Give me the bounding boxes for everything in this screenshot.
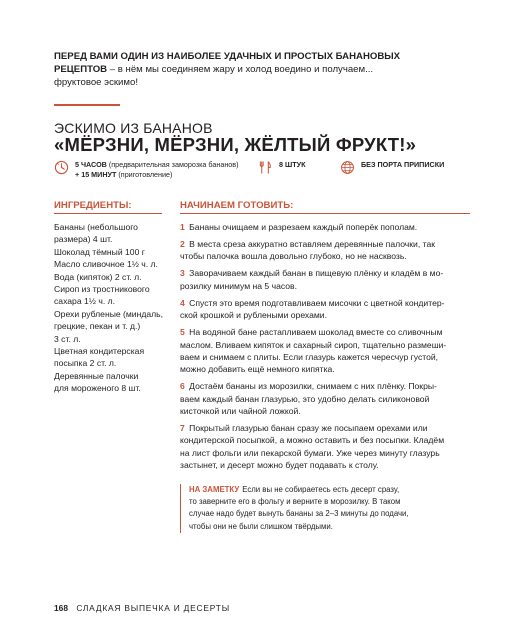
recipe-title: «МЁРЗНИ, МЁРЗНИ, ЖЁЛТЫЙ ФРУКТ!» — [54, 134, 417, 155]
intro-rest-line-2: – в нём мы соединяем жару и холод воедино и получаем... — [107, 64, 374, 76]
step-1 — [180, 221, 472, 233]
step-4 — [180, 297, 472, 322]
step-text: ской крошкой и рублеными орехами. — [180, 310, 327, 321]
steps-heading: НАЧИНАЕМ ГОТОВИТЬ: — [180, 200, 294, 211]
time-note-2: (приготовление) — [116, 170, 173, 179]
ingredients-list — [54, 221, 166, 395]
intro-divider — [54, 104, 120, 106]
step-text: Спустя это время подготавливаем мисочки с цветной кондитер- — [189, 297, 445, 308]
note-text: то заверните его в фольгу и верните в морозилку. В таком — [189, 497, 401, 507]
ingredient-line: Шоколад тёмный 100 г — [54, 246, 145, 257]
step-number: 5 — [180, 327, 185, 338]
time-main: 5 ЧАСОВ — [75, 160, 107, 169]
ingredient-line: Деревянные палочки — [54, 370, 139, 381]
recipe-kicker: ЭСКИМО ИЗ БАНАНОВ — [54, 120, 213, 136]
globe-icon — [340, 160, 355, 175]
step-number: 3 — [180, 268, 185, 279]
page-footer — [54, 603, 230, 613]
step-6 — [180, 380, 472, 417]
ingredient-line: для мороженого 8 шт. — [54, 383, 141, 394]
step-text: Покрытый глазурью банан сразу же посыпаем орехами или — [189, 422, 428, 433]
ingredient-line: Бананы (небольшого — [54, 222, 138, 232]
ingredient-line: Цветная кондитерская — [54, 346, 145, 357]
step-text: на лист фольги или пекарской бумаги. Уже через минуту глазурь — [180, 447, 440, 458]
step-text: В места среза аккуратно вставляем деревянные палочки, так — [189, 239, 436, 250]
ingredient-line: сахара 1½ ч. л. — [54, 296, 115, 307]
step-text: маслом. Вливаем кипяток и сахарный сироп, тщательно размеши- — [180, 339, 447, 350]
step-text: Достаём бананы из морозилки, снимаем с них плёнку. Покры- — [189, 381, 437, 392]
step-text: Бананы очищаем и разрезаем каждый поперёк пополам. — [189, 222, 418, 232]
ingredient-line: размера) 4 шт. — [54, 234, 113, 245]
ingredient-line: Вода (кипяток) 2 ст. л. — [54, 271, 142, 282]
step-number: 6 — [180, 381, 185, 392]
step-number: 2 — [180, 239, 185, 250]
tip-note — [180, 484, 430, 533]
step-text: ваем каждый банан глазурью, это удобно делать силиконовой — [180, 393, 430, 404]
step-7 — [180, 422, 472, 471]
step-text: застынет, и десерт можно будет подавать к столу. — [180, 459, 379, 470]
ingredient-line: грецкие, пекан и т. д.) — [54, 321, 141, 332]
time-note-1: (предварительная заморозка бананов) — [106, 160, 239, 169]
note-text: чтобы они не были слишком твёрдыми. — [189, 521, 333, 531]
intro-line-3: фруктовое эскимо! — [54, 77, 139, 89]
servings-text: 8 ШТУК — [279, 160, 306, 169]
step-number: 7 — [180, 422, 185, 433]
step-text: можно добавить ещё немного кипятка. — [180, 364, 335, 375]
meta-time — [54, 160, 239, 180]
ingredients-divider — [54, 213, 162, 214]
servings-icon — [258, 160, 273, 175]
steps-list — [180, 221, 472, 476]
intro-strong-line-2: РЕЦЕПТОВ — [54, 64, 108, 76]
ingredient-line: 3 ст. л. — [54, 333, 81, 344]
ingredient-line: посыпка 2 ст. л. — [54, 358, 117, 369]
step-text: розилку минимум на 5 часов. — [180, 280, 297, 291]
step-number: 4 — [180, 297, 185, 308]
step-text: кондитерской посыпкой, а можно оставить и без посыпки. Кладём — [180, 435, 445, 446]
time-extra: + 15 МИНУТ — [75, 170, 117, 179]
step-5 — [180, 326, 472, 375]
intro-strong-line-1: ПЕРЕД ВАМИ ОДИН ИЗ НАИБОЛЕЕ УДАЧНЫХ И ПРОСТЫХ БАНАНОВЫХ — [54, 51, 401, 62]
intro-paragraph — [54, 50, 474, 90]
step-3 — [180, 267, 472, 292]
note-text: случае надо будет вынуть бананы за 2–3 минуты до подачи, — [189, 509, 409, 519]
meta-servings — [258, 160, 305, 175]
clock-icon — [54, 160, 69, 175]
ingredient-line: Сироп из тростникового — [54, 284, 150, 295]
step-text: ваем и снимаем с плиты. Если глазурь кажется чересчур густой, — [180, 351, 439, 362]
nationality-text: БЕЗ ПОРТА ПРИПИСКИ — [361, 160, 445, 169]
ingredient-line: Орехи рубленые (миндаль, — [54, 308, 164, 319]
step-text: На водяной бане растапливаем шоколад вместе со сливочным — [189, 327, 443, 338]
step-text: кисточкой или чайной ложкой. — [180, 405, 301, 416]
meta-nationality — [340, 160, 444, 175]
section-name: СЛАДКАЯ ВЫПЕЧКА И ДЕСЕРТЫ — [76, 603, 230, 613]
note-label: НА ЗАМЕТКУ — [189, 485, 240, 494]
step-text: чтобы палочка вошла довольно глубоко, но не насквозь. — [180, 251, 407, 262]
step-number: 1 — [180, 222, 185, 232]
step-2 — [180, 238, 472, 263]
steps-divider — [180, 213, 470, 214]
page-number: 168 — [54, 603, 68, 613]
ingredients-heading: ИНГРЕДИЕНТЫ: — [54, 200, 132, 211]
note-text: Если вы не собираетесь есть десерт сразу, — [242, 485, 400, 494]
ingredient-line: Масло сливочное 1½ ч. л. — [54, 259, 158, 270]
step-text: Заворачиваем каждый банан в пищевую плёнку и кладём в мо- — [189, 268, 444, 279]
